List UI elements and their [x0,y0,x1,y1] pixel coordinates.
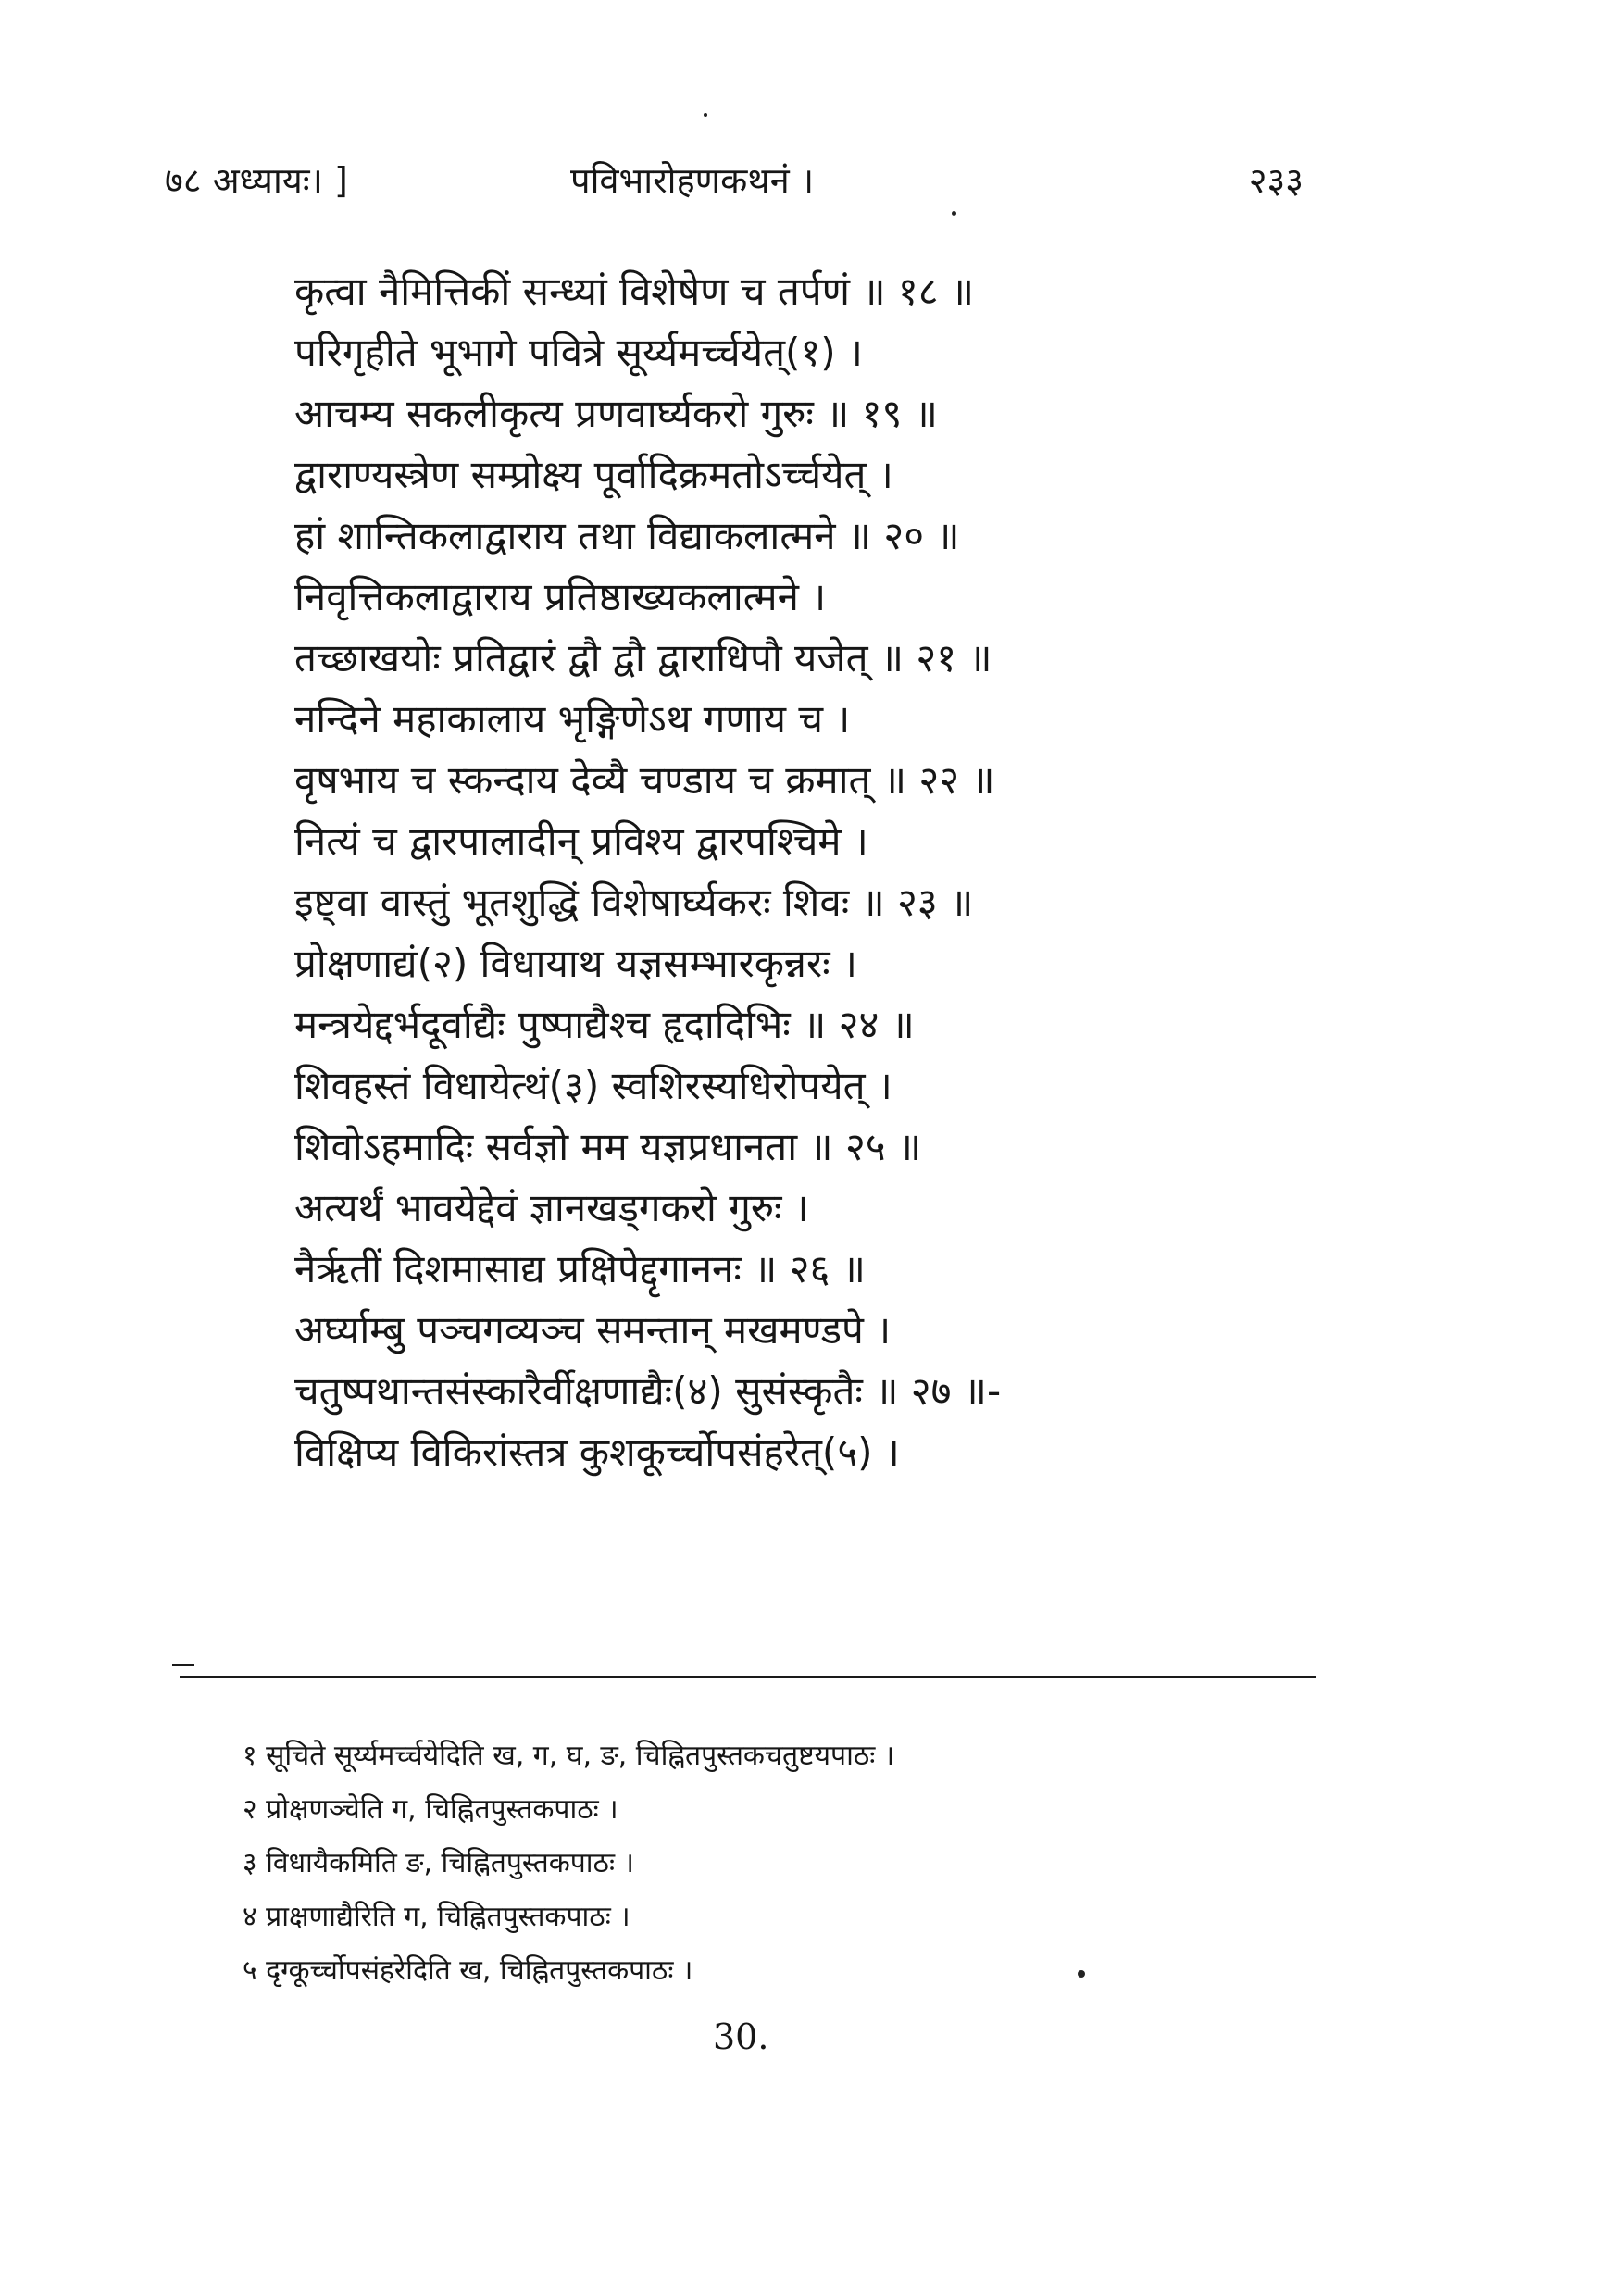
verse-line: नन्दिने महाकालाय भृङ्गिणेऽथ गणाय च । [294,696,851,742]
footnote: ५ दृग्कूर्च्चोपसंहरेदिति ख, चिह्नितपुस्तकपाठः । [243,1954,693,1987]
footnote: १ सूचिते सूर्य्यमर्च्चयेदिति ख, ग, घ, ङ, चिह्नितपुस्तकचतुष्टयपाठः । [243,1740,895,1772]
ink-speck [952,211,956,216]
verse-line: प्रोक्षणाद्यं(२) विधायाथ यज्ञसम्भारकृन्नरः । [294,941,857,986]
running-header [165,156,1304,211]
verse-line: शिवोऽहमादिः सर्वज्ञो मम यज्ञप्रधानता ॥ २५ ॥ [294,1124,922,1169]
verse-line: आचम्य सकलीकृत्य प्रणवार्घ्यकरो गुरुः ॥ १९ ॥ [294,391,938,436]
footnote-block [243,1729,1261,1998]
verse-line: निवृत्तिकलाद्वाराय प्रतिष्ठाख्यकलात्मने । [294,574,827,619]
verse-line: अर्घ्याम्बु पञ्चगव्यञ्च समन्तान् मखमण्डपे । [294,1307,892,1353]
footnote: ४ प्राक्षणाद्यैरिति ग, चिह्नितपुस्तकपाठः । [243,1901,630,1933]
verse-line: नैर्ऋतीं दिशमासाद्य प्रक्षिपेद्दृगाननः ॥ २६ ॥ [294,1246,866,1292]
rule-tick [172,1664,194,1666]
page-number: २३३ [1248,160,1304,201]
verse-line: मन्त्रयेद्दर्भदूर्वाद्यैः पुष्पाद्यैश्च हृदादिभिः ॥ २४ ॥ [294,1002,915,1047]
ink-speck [1078,1970,1085,1978]
footnote-divider [180,1676,1316,1678]
verse-line: विक्षिप्य विकिरांस्तत्र कुशकूर्च्चोपसंहरेत्(५) । [294,1429,900,1475]
verse-line: चतुष्पथान्तसंस्कारैर्वीक्षणाद्यैः(४) सुसंस्कृतैः ॥ २७ ॥- [294,1368,1002,1414]
chapter-label: ७८ अध्यायः। ] [165,160,348,201]
verse-line: कृत्वा नैमित्तिकीं सन्ध्यां विशेषेण च तर्पणं ॥ १८ ॥ [294,268,975,314]
verse-line: परिगृहीते भूभागे पवित्रे सूर्य्यमर्च्चयेत्(१) । [294,330,863,375]
verse-line: नित्यं च द्वारपालादीन् प्रविश्य द्वारपश्चिमे । [294,818,868,864]
verse-line: हां शान्तिकलाद्वाराय तथा विद्याकलात्मने ॥ २० ॥ [294,513,960,558]
verse-line: द्वाराण्यस्त्रेण सम्प्रोक्ष्य पूर्वादिक्रमतोऽर्च्चयेत् । [294,452,893,497]
footnote: २ प्रोक्षणञ्चेति ग, चिह्नितपुस्तकपाठः । [243,1793,618,1826]
section-title: पविभारोहणकथनं । [570,160,815,201]
verse-line: शिवहस्तं विधायेत्थं(३) स्वशिरस्यधिरोपयेत् । [294,1063,892,1108]
printer-signature: 30. [713,2016,769,2057]
verse-line: तच्छाखयोः प्रतिद्वारं द्वौ द्वौ द्वाराधिपौ यजेत् ॥ २१ ॥ [294,635,992,680]
ink-speck [704,113,707,117]
verse-block [294,261,1276,1483]
verse-line: अत्यर्थं भावयेद्देवं ज्ञानखड्गकरो गुरुः । [294,1185,809,1230]
verse-line: इष्ट्वा वास्तुं भूतशुद्धिं विशेषार्घ्यकरः शिवः ॥ २३ ॥ [294,880,974,925]
footnote: ३ विधायैकमिति ङ, चिह्नितपुस्तकपाठः । [243,1847,634,1879]
verse-line: वृषभाय च स्कन्दाय देव्यै चण्डाय च क्रमात् ॥ २२ ॥ [294,757,995,803]
